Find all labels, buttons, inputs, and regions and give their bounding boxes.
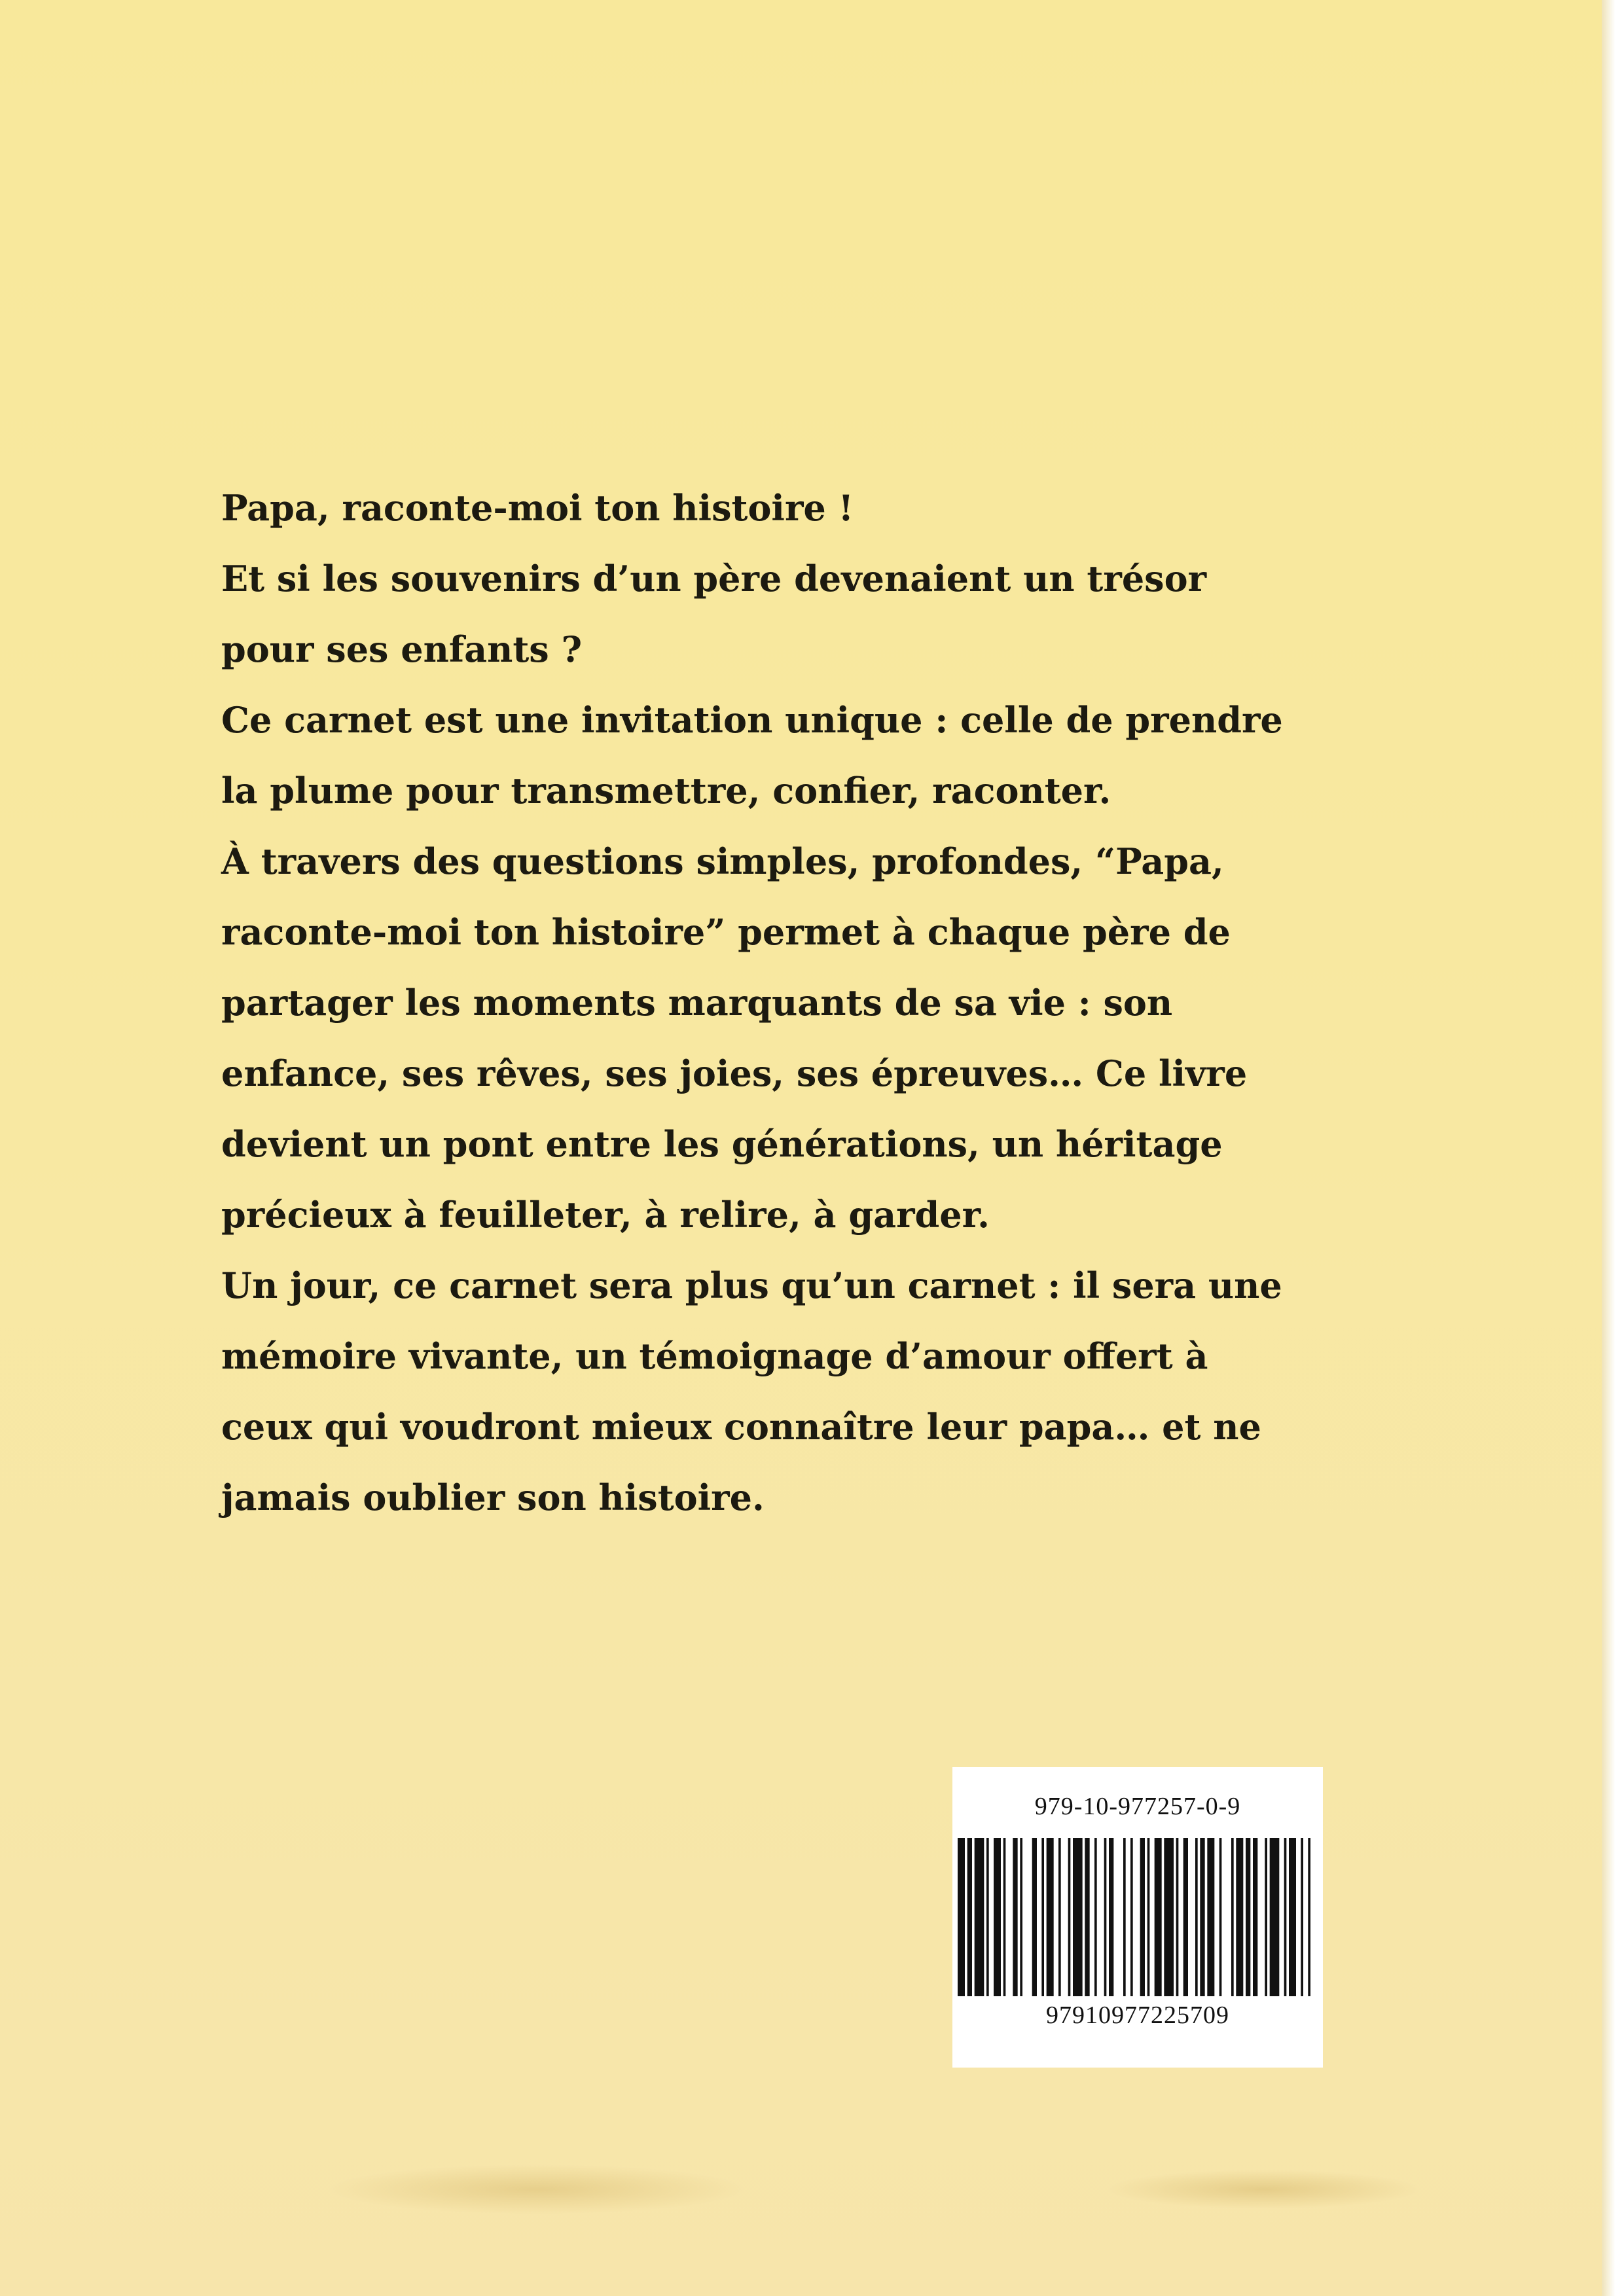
barcode-bar [1289, 1838, 1296, 1996]
barcode-bar [967, 1838, 972, 1996]
barcode-bar [1147, 1838, 1150, 1996]
ean-digits: 97910977225709 [1046, 2001, 1229, 2029]
barcode-bar [1032, 1838, 1037, 1996]
barcode-bar [1219, 1838, 1222, 1996]
barcode-bar [1195, 1838, 1198, 1996]
barcode-bar [1130, 1838, 1133, 1996]
barcode-bar [1041, 1838, 1044, 1996]
barcode-bar [1013, 1838, 1017, 1996]
barcode-bar [958, 1838, 965, 1996]
barcode-bar [1183, 1838, 1188, 1996]
isbn-barcode [952, 1767, 1323, 2068]
barcode-bar [1308, 1838, 1310, 1996]
barcode-bar [986, 1838, 989, 1996]
barcode-bar [1164, 1838, 1174, 1996]
barcode-bar [1270, 1838, 1280, 1996]
barcode-bar [1003, 1838, 1006, 1996]
barcode-bar [1094, 1838, 1097, 1996]
blurb-paragraph: À travers des questions simples, profondes, “Papa, raconte-moi ton histoire” permet à chaque père de partager les moments marquants de sa vie : son enfance, ses rêves, ses joies, ses épreuves… Ce livre devient un pont entre les générations, un héritage précieux à feuilleter, à relire, à garder. [221, 840, 1248, 1236]
barcode-bar [1020, 1838, 1022, 1996]
page-edge [1602, 0, 1624, 2296]
barcode-bar [1176, 1838, 1179, 1996]
blurb-heading: Papa, raconte-moi ton histoire ! [221, 487, 854, 529]
barcode-bar [1109, 1838, 1113, 1996]
barcode-bar [1058, 1838, 1061, 1996]
barcode-bar [975, 1838, 984, 1996]
barcode-bar [1253, 1838, 1257, 1996]
barcode-bar [1155, 1838, 1162, 1996]
barcode-bar [1085, 1838, 1089, 1996]
barcode-bar [1123, 1838, 1126, 1996]
isbn-number: 979-10-977257-0-9 [1034, 1793, 1241, 1820]
barcode-bar [1231, 1838, 1234, 1996]
barcode-bar [1207, 1838, 1214, 1996]
barcode-bar [994, 1838, 1001, 1996]
barcode-bar [1104, 1838, 1107, 1996]
barcode-bar [1284, 1838, 1287, 1996]
barcode-bar [1236, 1838, 1243, 1996]
blurb-paragraph: Et si les souvenirs d’un père devenaient un trésor pour ses enfants ? [221, 558, 1207, 670]
blurb [221, 473, 1295, 1533]
barcode-bar [1200, 1838, 1204, 1996]
barcode-bar [1246, 1838, 1250, 1996]
barcode-bar [1301, 1838, 1303, 1996]
blurb-paragraph: Un jour, ce carnet sera plus qu’un carnet : il sera une mémoire vivante, un témoignage d’amour offert à ceux qui voudront mieux connaître leur papa… et ne jamais oublier son histoire. [221, 1265, 1282, 1518]
blurb-paragraph: Ce carnet est une invitation unique : celle de prendre la plume pour transmettre, confier, raconter. [221, 699, 1283, 812]
barcode-bars [958, 1838, 1318, 1996]
barcode-bar [1140, 1838, 1145, 1996]
barcode-bar [1047, 1838, 1054, 1996]
barcode-bar [1068, 1838, 1071, 1996]
barcode-bar [1265, 1838, 1267, 1996]
barcode-bar [1073, 1838, 1083, 1996]
